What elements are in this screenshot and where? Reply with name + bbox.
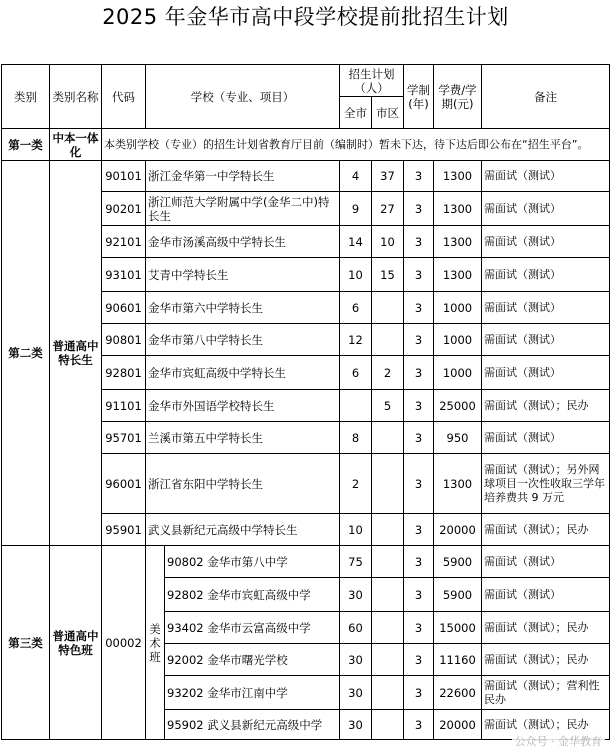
header-code: 代码 xyxy=(102,65,146,129)
row-district xyxy=(372,676,404,710)
row-fee: 1000 xyxy=(434,292,482,324)
row-note: 需面试（测试） xyxy=(482,226,610,258)
section2-category: 第二类 xyxy=(2,161,50,546)
row-school: 金华市云富高级中学 xyxy=(207,620,311,635)
row-fee: 5900 xyxy=(434,578,482,612)
row-city: 9 xyxy=(340,192,372,226)
row-district xyxy=(372,578,404,612)
row-code: 90201 xyxy=(102,192,146,226)
row-city: 30 xyxy=(340,710,372,740)
row-note: 需面试（测试）；民办 xyxy=(482,514,610,546)
row-note: 需面试（测试） xyxy=(482,356,610,390)
row-fee: 1300 xyxy=(434,161,482,192)
enrollment-table xyxy=(1,64,610,740)
row-years: 3 xyxy=(404,258,434,292)
row-fee: 950 xyxy=(434,422,482,454)
row-code: 90801 xyxy=(102,324,146,356)
row-note: 需面试（测试） xyxy=(482,161,610,192)
row-years: 3 xyxy=(404,356,434,390)
row-note: 需面试（测试）；营利性民办 xyxy=(482,676,610,710)
header-plan: 招生计划（人） xyxy=(340,65,404,97)
row-code: 96001 xyxy=(102,454,146,514)
row-fee: 1300 xyxy=(434,454,482,514)
row-note: 需面试（测试）；民办 xyxy=(482,390,610,422)
row-years: 3 xyxy=(404,422,434,454)
row-district xyxy=(372,292,404,324)
row-city: 8 xyxy=(340,422,372,454)
row-fee: 20000 xyxy=(434,514,482,546)
row-district: 5 xyxy=(372,390,404,422)
row-code: 93202 xyxy=(167,685,204,700)
row-code: 90601 xyxy=(102,292,146,324)
row-note: 需面试（测试） xyxy=(482,292,610,324)
row-school: 兰溪市第五中学特长生 xyxy=(146,422,340,454)
row-years: 3 xyxy=(404,454,434,514)
row-years: 3 xyxy=(404,710,434,740)
row-school-with-code xyxy=(165,710,340,740)
row-city: 4 xyxy=(340,161,372,192)
page-title: 2025 年金华市高中段学校提前批招生计划 xyxy=(102,5,509,29)
row-city: 14 xyxy=(340,226,372,258)
section2-name: 普通高中特长生 xyxy=(50,161,102,546)
header-plan-district: 市区 xyxy=(372,97,404,129)
row-district xyxy=(372,710,404,740)
row-school-with-code xyxy=(165,612,340,644)
row-years: 3 xyxy=(404,612,434,644)
row-note: 需面试（测试） xyxy=(482,258,610,292)
row-fee: 25000 xyxy=(434,390,482,422)
row-school: 金华市第八中学特长生 xyxy=(146,324,340,356)
header-category-name: 类别名称 xyxy=(50,65,102,129)
row-years: 3 xyxy=(404,226,434,258)
section3-sub: 美术班 xyxy=(146,546,165,740)
header-school: 学校（专业、项目） xyxy=(146,65,340,129)
table-row xyxy=(2,161,610,192)
row-school-with-code xyxy=(165,546,340,578)
row-years: 3 xyxy=(404,292,434,324)
row-school-with-code xyxy=(165,578,340,612)
row-fee: 1300 xyxy=(434,226,482,258)
row-district xyxy=(372,454,404,514)
row-code: 92802 xyxy=(167,587,204,602)
row-school: 金华市外国语学校特长生 xyxy=(146,390,340,422)
row-fee: 1300 xyxy=(434,192,482,226)
row-city: 30 xyxy=(340,578,372,612)
header-note: 备注 xyxy=(482,65,610,129)
row-city: 2 xyxy=(340,454,372,514)
row-code: 95902 xyxy=(167,717,204,732)
row-city: 75 xyxy=(340,546,372,578)
row-district: 15 xyxy=(372,258,404,292)
row-note: 需面试（测试）；另外网球项目一次性收取三学年培养费共 9 万元 xyxy=(482,454,610,514)
row-city: 10 xyxy=(340,258,372,292)
row-district xyxy=(372,612,404,644)
row-note: 需面试（测试） xyxy=(482,192,610,226)
row-district: 37 xyxy=(372,161,404,192)
section1-row xyxy=(2,129,610,161)
row-years: 3 xyxy=(404,676,434,710)
row-district: 10 xyxy=(372,226,404,258)
row-district xyxy=(372,514,404,546)
header-category: 类别 xyxy=(2,65,50,129)
row-city xyxy=(340,390,372,422)
row-district: 2 xyxy=(372,356,404,390)
row-years: 3 xyxy=(404,514,434,546)
row-note: 需面试（测试）；民办 xyxy=(482,710,610,740)
row-fee: 5900 xyxy=(434,546,482,578)
row-school: 金华市宾虹高级中学特长生 xyxy=(146,356,340,390)
row-school: 浙江师范大学附属中学(金华二中)特长生 xyxy=(146,192,340,226)
row-school: 武义县新纪元高级中学特长生 xyxy=(146,514,340,546)
row-city: 30 xyxy=(340,676,372,710)
row-city: 30 xyxy=(340,644,372,676)
row-fee: 20000 xyxy=(434,710,482,740)
section3-name: 普通高中特色班 xyxy=(50,546,102,740)
row-school: 武义县新纪元高级中学 xyxy=(207,717,323,732)
header-fee: 学费/学期(元) xyxy=(434,65,482,129)
row-note: 需面试（测试） xyxy=(482,422,610,454)
row-code: 90101 xyxy=(102,161,146,192)
row-years: 3 xyxy=(404,192,434,226)
section3-code: 00002 xyxy=(102,546,146,740)
header-row xyxy=(2,65,610,97)
section1-text: 本类别学校（专业）的招生计划省教育厅目前（编制时）暂未下达，待下达后即公布在“招生平台”。 xyxy=(102,129,610,161)
row-fee: 22600 xyxy=(434,676,482,710)
row-district xyxy=(372,644,404,676)
row-school: 金华市第八中学 xyxy=(207,554,288,569)
row-note: 需面试（测试） xyxy=(482,578,610,612)
row-fee: 11160 xyxy=(434,644,482,676)
row-years: 3 xyxy=(404,644,434,676)
row-school: 浙江金华第一中学特长生 xyxy=(146,161,340,192)
watermark: 公众号 · 金华教育 xyxy=(512,732,606,750)
row-school: 金华市江南中学 xyxy=(207,685,288,700)
row-school: 金华市宾虹高级中学 xyxy=(207,587,311,602)
header-years: 学制(年) xyxy=(404,65,434,129)
row-note: 需面试（测试）；民办 xyxy=(482,612,610,644)
row-code: 90802 xyxy=(167,554,204,569)
row-code: 93402 xyxy=(167,620,204,635)
row-school: 浙江省东阳中学特长生 xyxy=(146,454,340,514)
row-years: 3 xyxy=(404,324,434,356)
row-school: 金华市曙光学校 xyxy=(207,652,288,667)
row-code: 95701 xyxy=(102,422,146,454)
row-school-with-code xyxy=(165,676,340,710)
row-school: 金华市第六中学特长生 xyxy=(146,292,340,324)
row-code: 92101 xyxy=(102,226,146,258)
row-note: 需面试（测试） xyxy=(482,546,610,578)
table-row xyxy=(2,546,610,578)
row-district xyxy=(372,324,404,356)
row-code: 92002 xyxy=(167,652,204,667)
row-fee: 1000 xyxy=(434,356,482,390)
row-district: 27 xyxy=(372,192,404,226)
row-city: 6 xyxy=(340,292,372,324)
row-city: 60 xyxy=(340,612,372,644)
header-plan-city: 全市 xyxy=(340,97,372,129)
section1-name: 中本一体化 xyxy=(50,129,102,161)
section1-category: 第一类 xyxy=(2,129,50,161)
section3-category: 第三类 xyxy=(2,546,50,740)
row-fee: 1300 xyxy=(434,258,482,292)
row-district xyxy=(372,546,404,578)
row-district xyxy=(372,422,404,454)
row-fee: 1000 xyxy=(434,324,482,356)
row-code: 95901 xyxy=(102,514,146,546)
row-school-with-code xyxy=(165,644,340,676)
row-years: 3 xyxy=(404,390,434,422)
row-city: 6 xyxy=(340,356,372,390)
row-note: 需面试（测试）；民办 xyxy=(482,644,610,676)
row-school: 艾青中学特长生 xyxy=(146,258,340,292)
row-note: 需面试（测试） xyxy=(482,324,610,356)
row-code: 92801 xyxy=(102,356,146,390)
row-years: 3 xyxy=(404,161,434,192)
row-years: 3 xyxy=(404,578,434,612)
row-years: 3 xyxy=(404,546,434,578)
row-fee: 15000 xyxy=(434,612,482,644)
row-city: 10 xyxy=(340,514,372,546)
row-city: 12 xyxy=(340,324,372,356)
row-code: 91101 xyxy=(102,390,146,422)
row-code: 93101 xyxy=(102,258,146,292)
row-school: 金华市汤溪高级中学特长生 xyxy=(146,226,340,258)
